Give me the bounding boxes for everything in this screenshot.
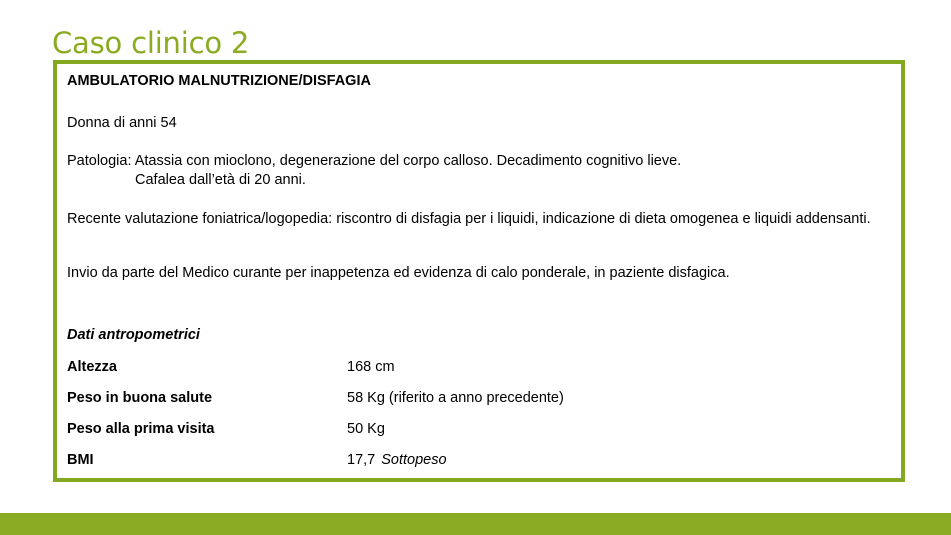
- row-note-bmi: Sottopeso: [381, 452, 447, 468]
- evaluation-text: Recente valutazione foniatrica/logopedia: riscontro di disfagia per i liquidi, indicazione di dieta omogenea e liquidi addensanti.: [67, 211, 871, 227]
- row-value-bmi: [347, 452, 447, 468]
- slide-title: Caso clinico 2: [52, 26, 250, 60]
- row-value-bmi-text: 17,7: [347, 452, 376, 468]
- clinical-case-box: [53, 60, 905, 482]
- patient-info: Donna di anni 54: [67, 115, 177, 131]
- row-label-height: Altezza: [67, 359, 117, 375]
- row-label-healthy-weight: Peso in buona salute: [67, 390, 213, 406]
- pathology-line-2: Cafalea dall’età di 20 anni.: [135, 172, 306, 188]
- footer-accent-bar: [0, 513, 951, 535]
- row-value-healthy-weight: [347, 390, 564, 406]
- anthropometric-section-title: Dati antropometrici: [67, 327, 200, 343]
- row-label-bmi: BMI: [67, 452, 94, 468]
- row-value-first-visit-weight-text: 50 Kg: [347, 421, 385, 437]
- row-label-first-visit-weight: Peso alla prima visita: [67, 421, 215, 437]
- row-value-first-visit-weight: [347, 421, 385, 437]
- clinic-heading: AMBULATORIO MALNUTRIZIONE/DISFAGIA: [67, 73, 371, 89]
- referral-text: Invio da parte del Medico curante per inappetenza ed evidenza di calo ponderale, in paziente disfagica.: [67, 265, 730, 281]
- row-value-healthy-weight-text: 58 Kg (riferito a anno precedente): [347, 390, 564, 406]
- row-value-height-text: 168 cm: [347, 359, 395, 375]
- row-value-height: [347, 359, 395, 375]
- pathology-line-1: Patologia: Atassia con mioclono, degenerazione del corpo calloso. Decadimento cognitivo lieve.: [67, 153, 682, 169]
